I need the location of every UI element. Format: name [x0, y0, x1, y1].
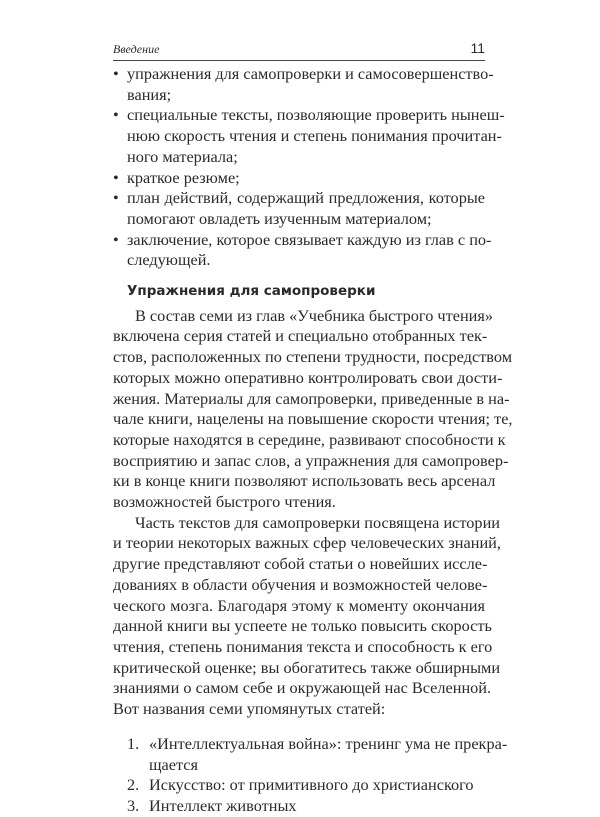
bullet-item: [113, 168, 485, 189]
text-line: «Интеллектуальная война»: тренинг ума не прекра-: [149, 733, 508, 753]
list-item: [127, 733, 508, 775]
text-line: вания;: [127, 84, 172, 104]
text-line: ческого мозга. Благодаря этому к моменту окончания: [113, 595, 485, 615]
text-line: Искусство: от примитивного до христианского: [149, 775, 474, 795]
text-line: Часть текстов для самопроверки посвящена истории: [135, 512, 500, 532]
text-line: чале книги, нацелены на повышение скорости чтения; те,: [113, 409, 513, 429]
section-title: Введение: [113, 42, 160, 56]
bullet-icon: •: [113, 167, 119, 187]
paragraph: [113, 512, 501, 720]
bullet-icon: •: [113, 105, 119, 125]
page-body: [113, 64, 513, 817]
text-line: другие представляют собой статьи о новейших иссле-: [113, 554, 488, 574]
text-line: щается: [149, 754, 199, 774]
text-line: жения. Материалы для самопроверки, приведенные в на-: [113, 388, 510, 408]
text-line: ки в конце книги позволяют использовать весь арсенал: [113, 471, 496, 491]
text-line: возможностей быстрого чтения.: [113, 492, 336, 512]
text-line: В состав семи из глав «Учебника быстрого чтения»: [135, 305, 494, 325]
bullet-icon: •: [113, 188, 119, 208]
text-line: знаниями о самом себе и окружающей нас Вселенной.: [113, 678, 492, 698]
section-heading: Упражнения для самопроверки: [127, 283, 376, 300]
text-line: и теории некоторых важных сфер человеческих знаний,: [113, 533, 501, 553]
text-line: стов, расположенных по степени трудности, посредством: [113, 347, 513, 367]
paragraph: [113, 305, 513, 513]
text-line: восприятию и запас слов, а упражнения для самопровер-: [113, 450, 509, 470]
text-line: которых можно оперативно контролировать свои дости-: [113, 367, 503, 387]
bullet-item: [113, 64, 494, 105]
text-line: включена серия статей и специально отобранных тек-: [113, 326, 488, 346]
list-item: [127, 796, 485, 817]
numbered-list: [113, 733, 508, 817]
text-line: которые находятся в середине, развивают способности к: [113, 429, 506, 449]
text-line: упражнения для самопроверки и самосовершенство-: [127, 64, 494, 83]
page-number: 11: [470, 40, 485, 56]
text-line: чтения, степень понимания текста и способность к его: [113, 636, 493, 656]
text-line: следующей.: [127, 250, 211, 270]
bullet-icon: •: [113, 64, 119, 83]
text-line: критической оценке; вы обогатитесь также обширными: [113, 657, 501, 677]
text-line: заключение, которое связывает каждую из глав с по-: [127, 229, 492, 249]
text-line: Вот названия семи упомянутых статей:: [113, 699, 386, 719]
bullet-item: [113, 105, 505, 167]
text-line: ного материала;: [127, 146, 238, 166]
bullet-icon: •: [113, 229, 119, 249]
list-item: [127, 775, 485, 796]
text-line: краткое резюме;: [127, 167, 240, 187]
text-line: Интеллект животных: [149, 795, 297, 815]
bullet-item: [113, 229, 492, 271]
running-header: [113, 40, 485, 61]
bullet-item: [113, 188, 485, 229]
text-line: план действий, содержащий предложения, которые: [127, 188, 485, 208]
text-line: нюю скорость чтения и степень понимания прочитан-: [127, 126, 502, 146]
list-number: 3.: [127, 795, 140, 815]
text-line: специальные тексты, позволяющие проверить нынеш-: [127, 105, 505, 125]
list-number: 1.: [127, 733, 140, 753]
text-line: данной книги вы успеете не только повысить скорость: [113, 616, 492, 636]
text-line: помогают овладеть изученным материалом;: [127, 208, 432, 228]
list-number: 2.: [127, 775, 140, 795]
bullet-list: [113, 64, 505, 271]
text-line: дованиях в области обучения и возможностей челове-: [113, 574, 488, 594]
